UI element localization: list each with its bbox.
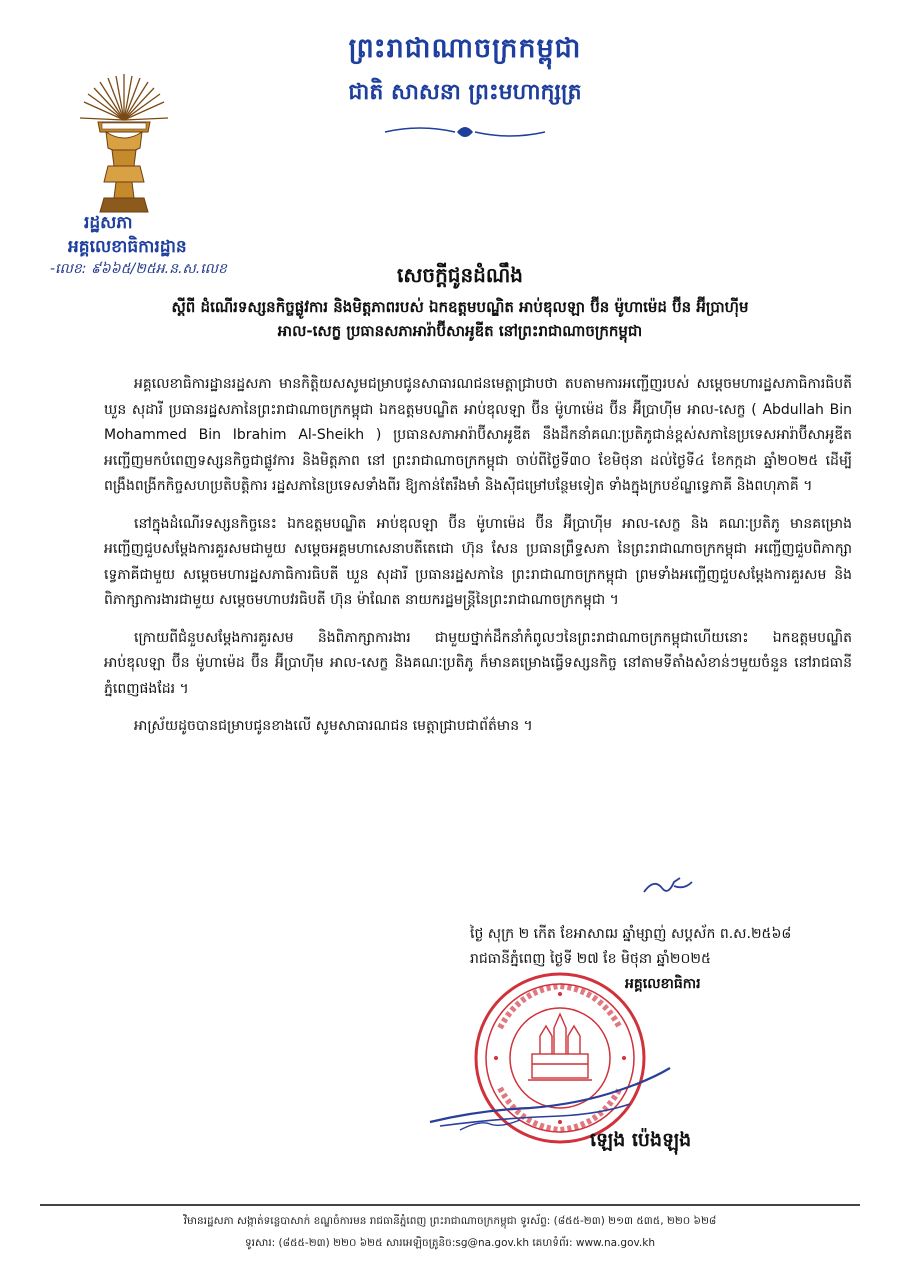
body-paragraph-1: អគ្គលេខាធិការដ្ឋានរដ្ឋសភា មានកិត្តិយសសូមជម្រាបជូនសាធារណជនមេត្តាជ្រាបថា តបតាមការអញ្ជើញរបស់ សម្តេចមហារដ្ឋសភាធិការធិបតី ឃួន សុដារី ប្រធានរដ្ឋសភានៃព្រះរាជាណាចក្រកម្ពុជា ឯកឧត្តមបណ្ឌិត អាប់ឌុលឡា ប៊ីន ម៉ូហាម៉េដ ប៊ីន អ៊ីប្រាហ៊ីម អាល-សេក្ខ ( Abdullah Bin Mohammed Bin Ibrahim Al-Sheikh ) ប្រធានសភាអារ៉ាប៊ីសាអូឌីត នឹងដឹកនាំគណៈប្រតិភូជាន់ខ្ពស់សភានៃប្រទេសអារ៉ាប៊ីសាអូឌីត អញ្ជើញមកបំពេញទស្សនកិច្ចជាផ្លូវការ និងមិត្តភាព នៅ ព្រះរាជាណាចក្រកម្ពុជា ចាប់ពីថ្ងៃទី៣០ ខែមិថុនា ដល់ថ្ងៃទី៤ ខែកក្កដា ឆ្នាំ២០២៥ ដើម្បីពង្រឹងពង្រីកកិច្ចសហប្រតិបត្តិការ រដ្ឋសភានៃប្រទេសទាំងពីរ ឱ្យកាន់តែរឹងមាំ និងស៊ីជម្រៅបន្ថែមទៀត ទាំងក្នុងក្របខ័ណ្ឌទ្វេភាគី និងពហុភាគី ។	[104, 376, 852, 494]
lunar-date: ថ្ងៃ សុក្រ ២ កើត ខែអាសាឍ ឆ្នាំម្សាញ់ សប្តស័ក ព.ស.២៥៦៨	[470, 926, 792, 942]
signer-name: ឡេង ប៉េងឡុង	[590, 1129, 692, 1151]
kingdom-heading: ព្រះរាជាណាចក្រកម្ពុជា	[348, 33, 582, 64]
initial-mark-icon	[640, 870, 700, 900]
issuing-ministry	[68, 212, 248, 258]
page-footer	[40, 1210, 860, 1254]
document-title: សេចក្តីជូនដំណឹង	[397, 263, 523, 287]
ornament-divider-icon	[375, 122, 555, 142]
body-paragraph-3: ក្រោយពីជំនួបសម្តែងការគួរសម និងពិភាក្សាការងារ ជាមួយថ្នាក់ដឹកនាំកំពូលៗនៃព្រះរាជាណាចក្រកម្ពុជាហើយនោះ ឯកឧត្តមបណ្ឌិត អាប់ឌុលឡា ប៊ីន ម៉ូហាម៉េដ ប៊ីន អ៊ីប្រាហ៊ីម អាល-សេក្ខ និងគណៈប្រតិភូ ក៏មានគម្រោងធ្វើទស្សនកិច្ច នៅតាមទីតាំងសំខាន់ៗមួយចំនួន នៅរាជធានីភ្នំពេញផងដែរ ។	[104, 629, 852, 697]
royal-emblem-icon	[78, 70, 170, 220]
subject-line-2: អាល-សេក្ខ ប្រធានសភាអារ៉ាប៊ីសាអូឌីត នៅព្រះរាជាណាចក្រកម្ពុជា	[277, 322, 643, 340]
footer-divider	[40, 1204, 860, 1206]
body-paragraph-4: អាស្រ័យដូចបានជម្រាបជូនខាងលើ សូមសាធារណជន មេត្តាជ្រាបជាព័ត៌មាន ។	[134, 718, 533, 734]
place-date: រាជធានីភ្នំពេញ ថ្ងៃទី ២៧ ខែ មិថុនា ឆ្នាំ២០២៥	[470, 951, 711, 967]
signer-title: អគ្គលេខាធិការ	[625, 976, 701, 992]
reference-number: -លេខ: ៩៦៦៥/២៥អ.ន.ស.លេខ	[50, 261, 227, 277]
national-motto: ជាតិ សាសនា ព្រះមហាក្សត្រ	[348, 79, 582, 105]
ministry-name: រដ្ឋសភា	[84, 213, 133, 233]
subject-line-1: ស្តីពី ដំណើរទស្សនកិច្ចផ្លូវការ និងមិត្តភាពរបស់ ឯកឧត្តមបណ្ឌិត អាប់ឌុលឡា ប៊ីន ម៉ូហាម៉េដ ប៊ីន អ៊ីប្រាហ៊ីម	[171, 298, 749, 316]
footer-address: វិមានរដ្ឋសភា សង្កាត់ទន្លេបាសាក់ ខណ្ឌចំការមន រាជធានីភ្នំពេញ ព្រះរាជាណាចក្រកម្ពុជា ទូរស័ព្ទ: (៨៥៥-២៣) ២១៣ ៥៣៥, ២២០ ៦២៨	[183, 1215, 717, 1227]
department-name: អគ្គលេខាធិការដ្ឋាន	[68, 237, 187, 257]
body-paragraph-2: នៅក្នុងដំណើរទស្សនកិច្ចនេះ ឯកឧត្តមបណ្ឌិត អាប់ឌុលឡា ប៊ីន ម៉ូហាម៉េដ ប៊ីន អ៊ីប្រាហ៊ីម អាល-សេក្ខ និង គណៈប្រតិភូ មានគម្រោង អញ្ជើញជួបសម្តែងការគួរសមជាមួយ សម្តេចអគ្គមហាសេនាបតីតេជោ ហ៊ុន សែន ប្រធានព្រឹទ្ធសភា នៃព្រះរាជាណាចក្រកម្ពុជា អញ្ជើញជួបពិភាក្សាទ្វេភាគីជាមួយ សម្តេចមហារដ្ឋសភាធិការធិបតី ឃួន សុដារី ប្រធានរដ្ឋសភានៃ ព្រះរាជាណាចក្រកម្ពុជា ព្រមទាំងអញ្ជើញជួបសម្តែងការគួរសម និងពិភាក្សាការងារជាមួយ សម្តេចមហាបវរធិបតី ហ៊ុន ម៉ាណែត នាយករដ្ឋមន្ត្រីនៃព្រះរាជាណាចក្រកម្ពុជា ។	[104, 515, 852, 608]
document-subject	[80, 295, 840, 343]
document-body	[104, 372, 852, 752]
footer-contacts: ទូរសារ: (៨៥៥-២៣) ២២០ ៦២៥ សារអេឡិចត្រូនិច:sg@na.gov.kh គេហទំព័រ: www.na.gov.kh	[245, 1237, 655, 1249]
